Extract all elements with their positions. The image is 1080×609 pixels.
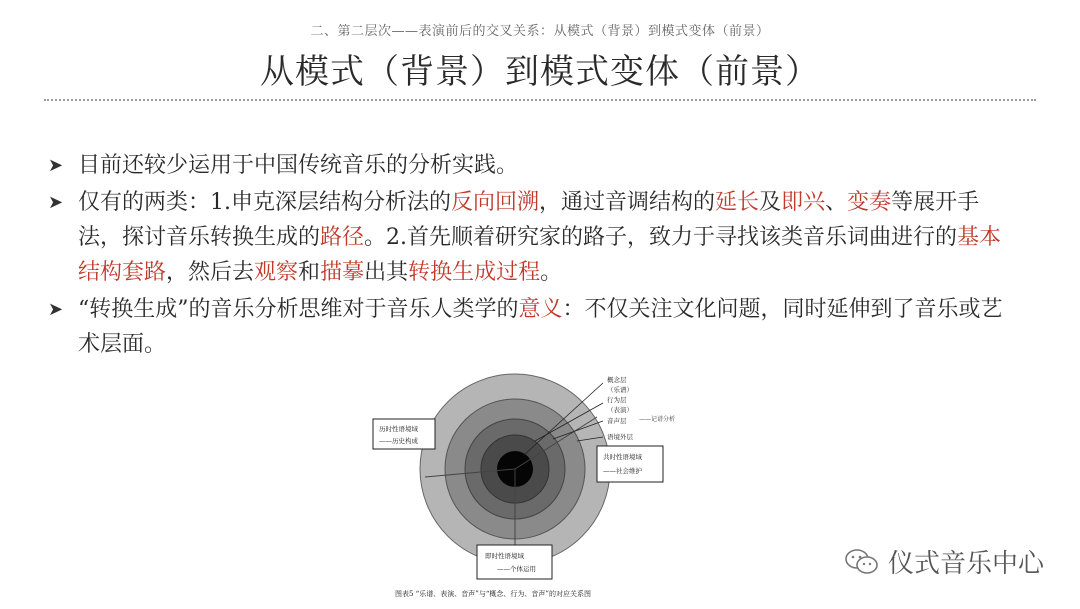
highlight-term: 反向回溯 [451, 190, 540, 215]
layer-label: 行为层 [607, 396, 627, 404]
bullet-text [78, 190, 1001, 285]
highlight-term: 转换生成过程 [408, 260, 541, 285]
layer-label: （表演） [607, 406, 633, 414]
bottom-box-line: 即时性语境域 [485, 552, 524, 560]
bottom-context-box [477, 545, 552, 579]
text-run: ：不仅关注文化问题，同时延伸到了音乐或艺术层面。 [78, 297, 1003, 357]
layer-label: （乐谱） [607, 386, 633, 394]
title-divider [44, 99, 1036, 101]
right-context-box [597, 446, 663, 482]
text-run: 目前还较少运用于中国传统音乐的分析实践。 [78, 153, 519, 178]
bullet-list [48, 148, 1023, 364]
layer-label: 音声层 [607, 417, 627, 425]
bullet-text [78, 153, 518, 178]
bullet-item [48, 292, 1023, 362]
text-run: 等展开手法，探讨音乐转换生成的 [78, 190, 980, 250]
highlight-term: 延长 [715, 190, 760, 215]
text-run: 出其 [364, 260, 409, 285]
text-run: 。 [540, 260, 563, 285]
figure-caption: 图表5 “乐谱、表演、音声”与“概念、行为、音声”的对应关系图 [395, 590, 591, 598]
text-run: 及 [759, 190, 782, 215]
bullet-item [48, 185, 1023, 290]
bullet-item [48, 148, 1023, 183]
layer-label: 概念层 [607, 376, 627, 384]
watermark [844, 543, 1044, 580]
text-run: 仅有的两类：1.申克深层结构分析法的 [78, 190, 451, 215]
highlight-term: 路径 [320, 225, 365, 250]
left-box-line: 历时性语境域 [379, 425, 418, 433]
highlight-term: 基本结构套路 [78, 225, 1002, 285]
bullet-text [78, 297, 1003, 357]
page-title: 从模式（背景）到模式变体（前景） [260, 52, 820, 92]
left-box-line: ——历史构成 [379, 437, 418, 445]
text-run: “转换生成”的音乐分析思维对于音乐人类学的 [78, 297, 519, 322]
text-run: ，通过音调结构的 [539, 190, 716, 215]
highlight-term: 意义 [518, 297, 563, 322]
layer-diagram-figure [367, 369, 697, 605]
highlight-term: 观察 [254, 260, 299, 285]
text-run: 、 [825, 190, 848, 215]
text-run: 。2.首先顺着研究家的路子，致力于寻找该类音乐词曲进行的 [364, 225, 958, 250]
note-label: ——记谱分析 [639, 416, 676, 423]
bottom-box-line: ——个体运用 [497, 565, 536, 573]
highlight-term: 描摹 [320, 260, 365, 285]
watermark-text: 仪式音乐中心 [887, 549, 1044, 579]
highlight-term: 即兴 [781, 190, 826, 215]
right-box-line: 共时性语境域 [603, 453, 642, 461]
right-box-line: ——社会维护 [603, 467, 642, 475]
arrow-bullet-icon: ➤ [48, 299, 64, 320]
arrow-bullet-icon: ➤ [48, 192, 64, 213]
arrow-bullet-icon: ➤ [48, 155, 64, 176]
wechat-icon [844, 547, 880, 577]
concentric-layer-diagram [367, 369, 697, 605]
text-run: 和 [298, 260, 321, 285]
text-run: ，然后去 [166, 260, 255, 285]
page-subtitle: 二、第二层次——表演前后的交叉关系：从模式（背景）到模式变体（前景） [310, 24, 770, 39]
outer-layer-label: 语境外层 [607, 433, 633, 441]
highlight-term: 变奏 [847, 190, 892, 215]
